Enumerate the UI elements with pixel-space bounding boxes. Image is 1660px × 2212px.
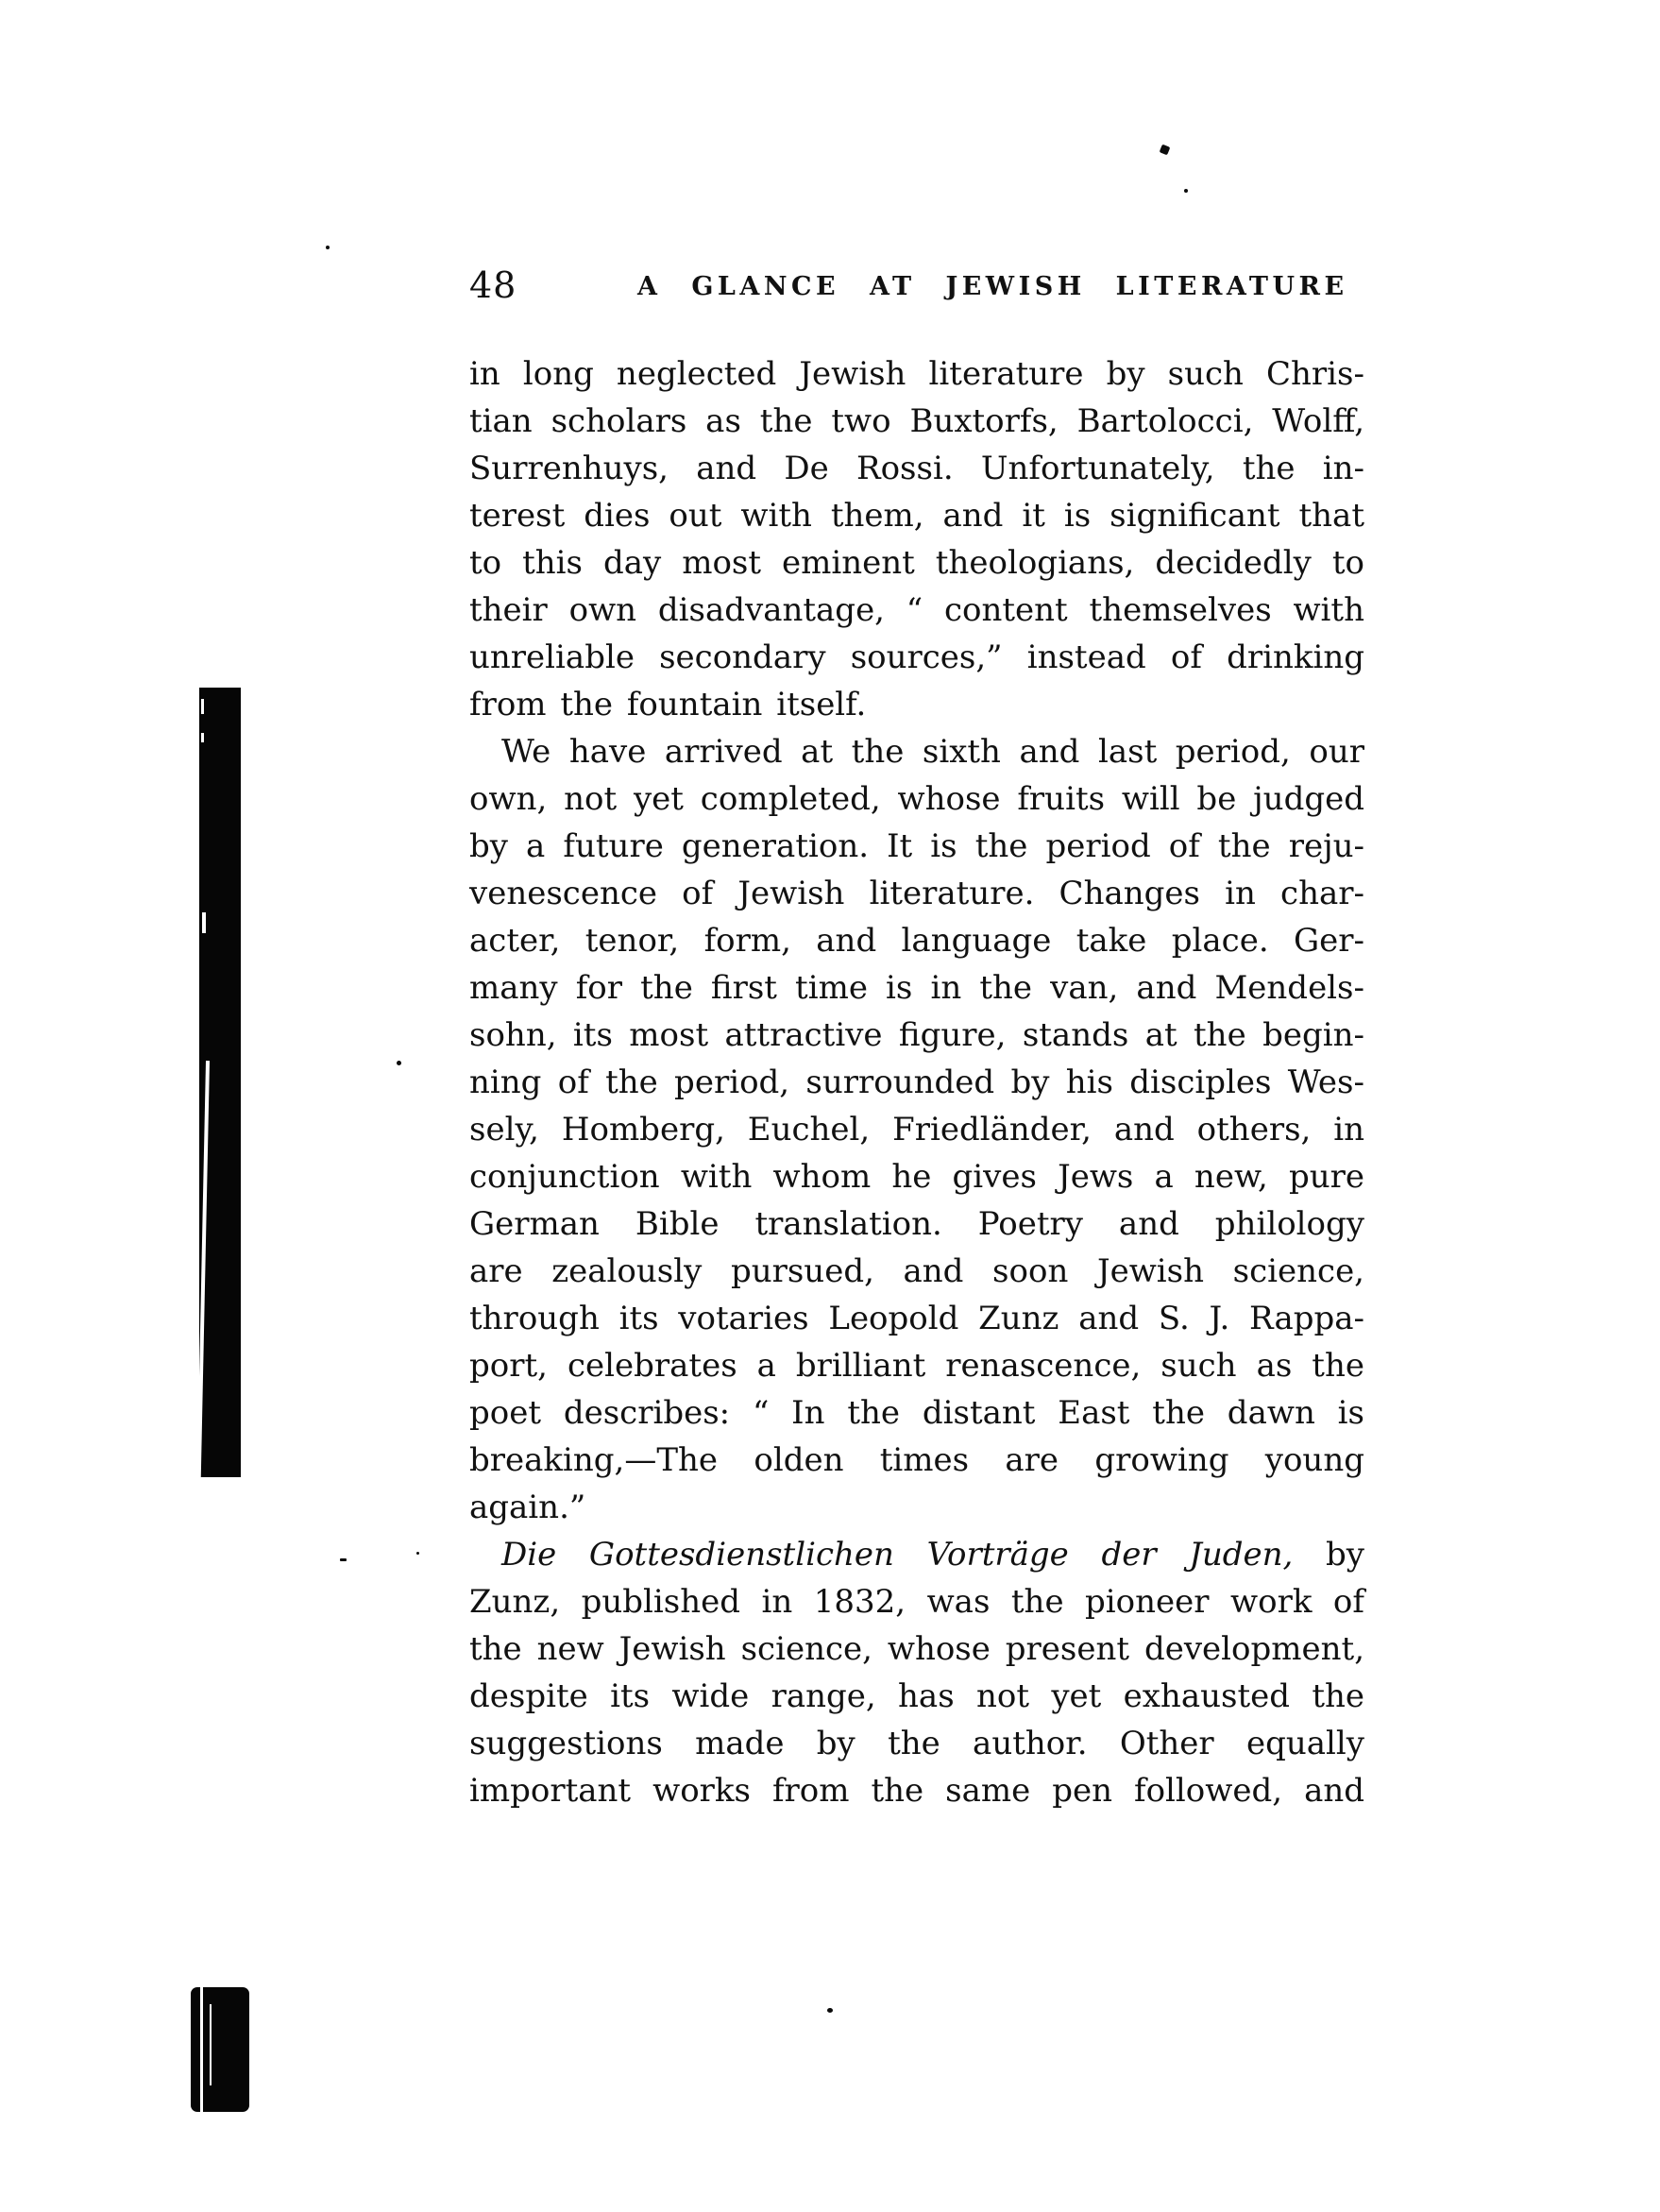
text-segment: German Bible translation. Poetry and philology [469,1205,1364,1243]
text-segment: poet describes: “ In the distant East the dawn is [469,1394,1364,1432]
ink-speck [416,1552,419,1555]
text-segment: suggestions made by the author. Other equally [469,1725,1364,1762]
text-segment: many for the first time is in the van, and Mendels- [469,969,1364,1007]
text-segment: breaking,—The olden times are growing young [469,1441,1364,1479]
text-segment: the new Jewish science, whose present development, [469,1630,1364,1668]
text-line [469,1531,1364,1578]
text-segment: are zealously pursued, and soon Jewish science, [469,1252,1364,1290]
ink-speck [827,2008,833,2013]
text-segment: Surrenhuys, and De Rossi. Unfortunately, the in- [469,450,1364,487]
text-segment: conjunction with whom he gives Jews a new, pure [469,1158,1364,1196]
text-segment: through its votaries Leopold Zunz and S. J. Rappa- [469,1300,1364,1337]
text-line [469,1767,1364,1814]
running-title: A GLANCE AT JEWISH LITERATURE [637,272,1348,301]
text-line [469,1437,1364,1484]
text-line [469,1578,1364,1625]
text-line [469,823,1364,870]
text-segment: unreliable secondary sources,” instead of drinking [469,638,1364,676]
text-segment: ning of the period, surrounded by his disciples Wes- [469,1063,1364,1101]
text-line [469,445,1364,492]
text-line [469,917,1364,964]
text-line [469,1153,1364,1200]
text-segment: own, not yet completed, whose fruits will be judged [469,780,1364,818]
text-line [469,1059,1364,1106]
text-line [469,539,1364,587]
text-segment: Zunz, published in 1832, was the pioneer work of [469,1583,1364,1621]
text-segment: We have arrived at the sixth and last period, our [501,733,1364,771]
text-line [469,587,1364,634]
text-segment: from the fountain itself. [469,686,867,723]
text-block [469,350,1364,1814]
text-line [469,398,1364,445]
text-segment: important works from the same pen followed, and [469,1772,1364,1810]
text-line [469,775,1364,823]
page-number: 48 [469,264,517,306]
page-header [469,265,1364,309]
scan-artifact-left-streak [199,688,241,1477]
text-segment: acter, tenor, form, and language take place. Ger- [469,922,1364,960]
scan-artifact-white-crack [210,2004,212,2085]
text-line [469,634,1364,681]
text-line [469,1295,1364,1342]
text-segment: sohn, its most attractive figure, stands at the begin- [469,1016,1364,1054]
text-line [469,1342,1364,1389]
scan-artifact-white-crack [197,1061,210,1481]
text-line [469,1389,1364,1437]
text-line [469,492,1364,539]
ink-speck [397,1061,401,1065]
text-segment: to this day most eminent theologians, decidedly to [469,544,1364,582]
text-line [469,1720,1364,1767]
scan-artifact-notch [202,912,206,933]
scan-artifact-bottom-blot [191,1987,249,2112]
ink-speck [340,1558,347,1561]
text-segment: by a future generation. It is the period of the reju- [469,827,1364,865]
ink-speck [1160,145,1171,156]
text-line [469,870,1364,917]
text-segment: their own disadvantage, “ content themselves with [469,591,1364,629]
text-line [469,1484,1364,1531]
text-line [469,1625,1364,1673]
text-segment: tian scholars as the two Buxtorfs, Bartolocci, Wolff, [469,402,1364,440]
italic-text-segment: Die Gottesdienstlichen Vorträge der Juden, [501,1536,1294,1574]
text-line [469,1012,1364,1059]
text-segment: terest dies out with them, and it is significant that [469,497,1364,535]
scan-artifact-notch [201,733,204,742]
scan-artifact-white-crack [200,1987,203,2112]
ink-speck [1184,189,1188,193]
text-segment: venescence of Jewish literature. Changes in char- [469,875,1364,912]
text-segment: sely, Homberg, Euchel, Friedländer, and others, in [469,1111,1364,1149]
text-segment: again.” [469,1489,586,1526]
text-line [469,1106,1364,1153]
text-line [469,1673,1364,1720]
text-segment: port, celebrates a brilliant renascence, such as the [469,1347,1364,1385]
text-line [469,964,1364,1012]
text-segment: by [1293,1536,1364,1574]
scan-artifact-notch [201,699,204,714]
text-line [469,1248,1364,1295]
text-line [469,728,1364,775]
text-segment: despite its wide range, has not yet exhausted the [469,1677,1364,1715]
text-line [469,1200,1364,1248]
text-line [469,681,1364,728]
ink-speck [326,246,330,249]
text-line [469,350,1364,398]
text-segment: in long neglected Jewish literature by such Chris- [469,355,1364,393]
